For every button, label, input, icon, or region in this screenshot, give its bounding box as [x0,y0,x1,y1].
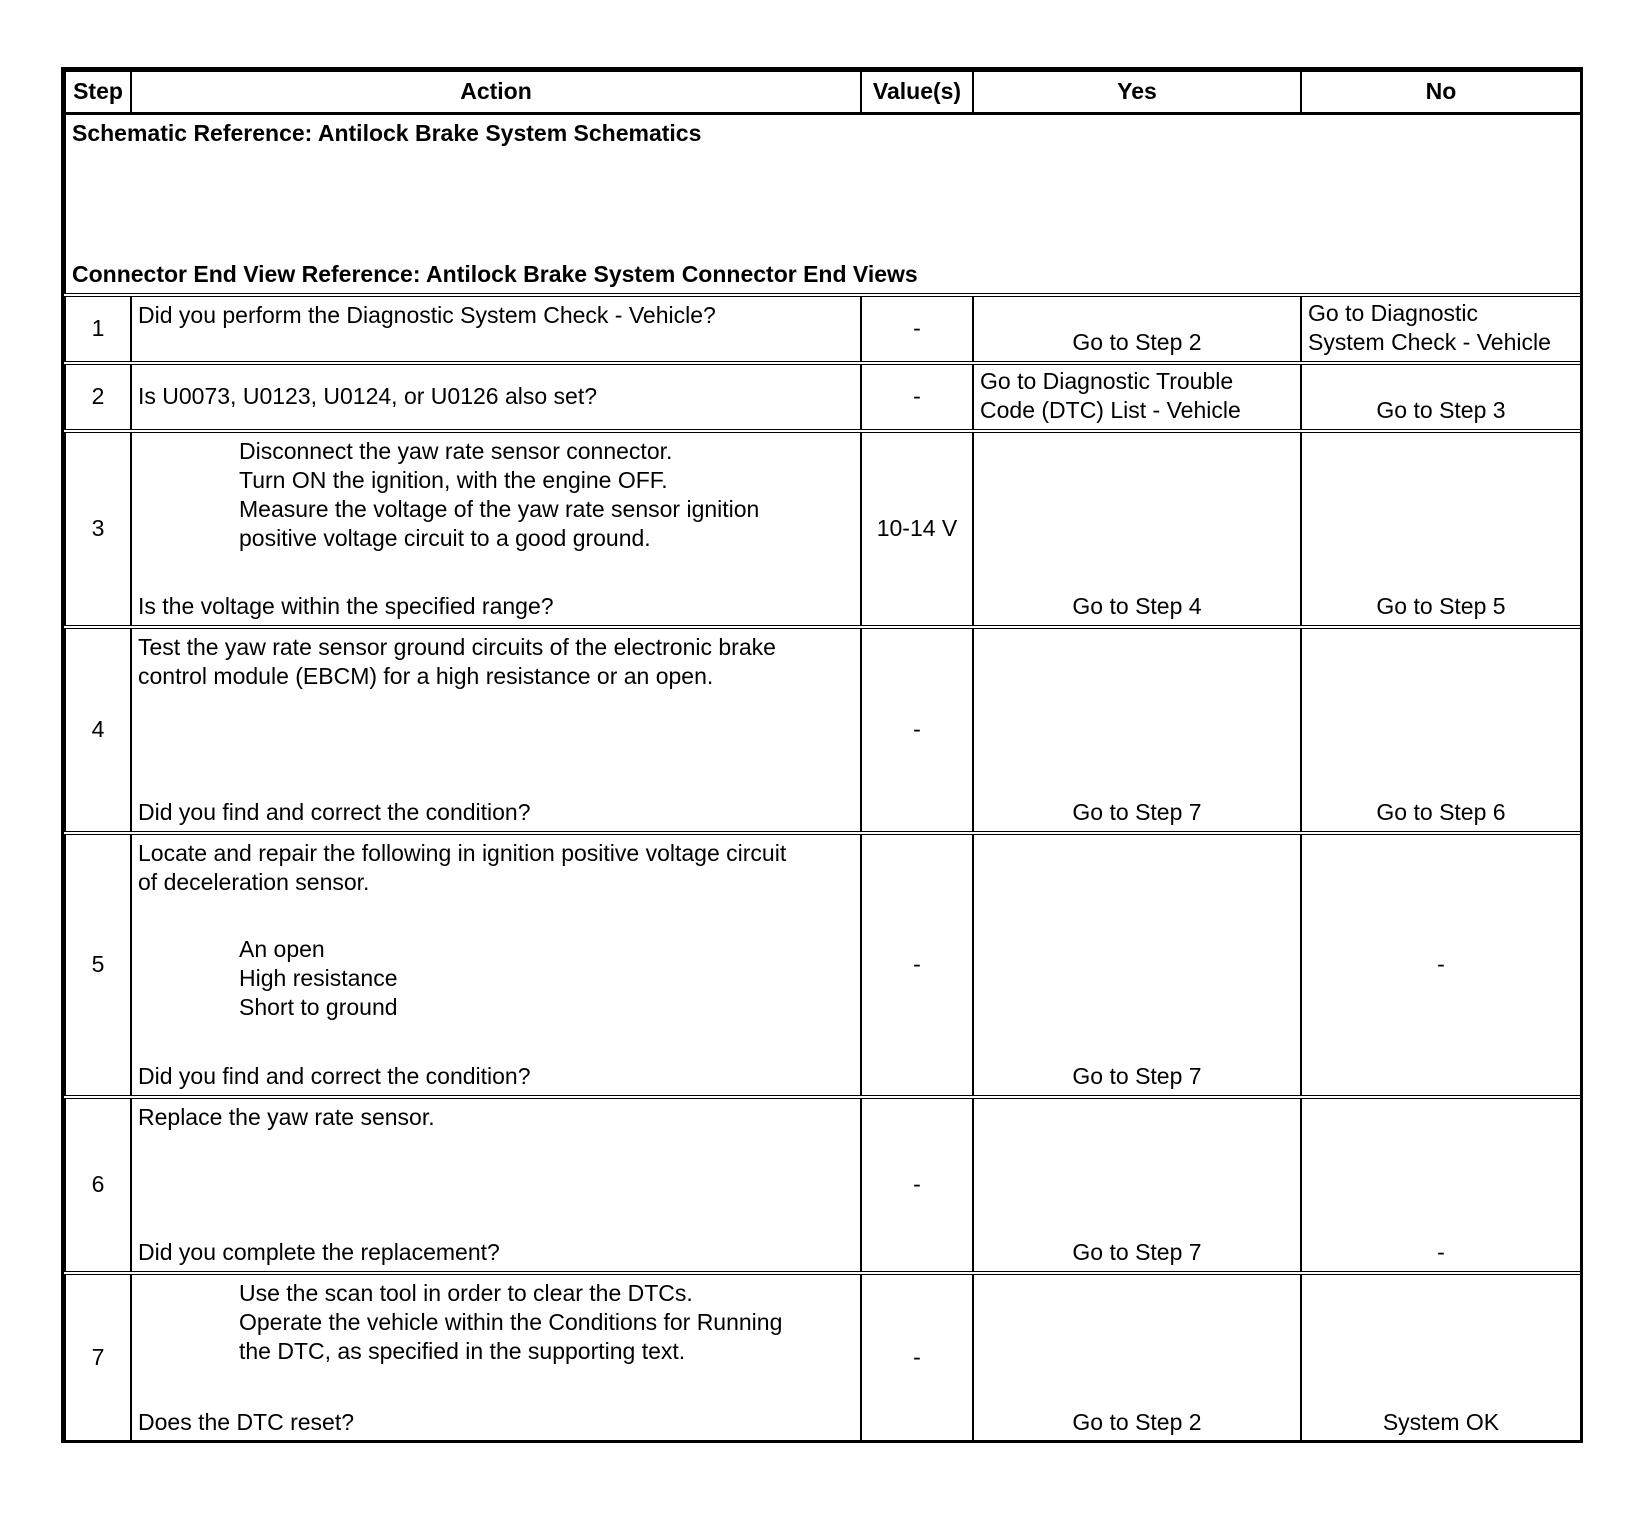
table-row [65,363,1581,431]
diagnostic-table [64,70,1582,1441]
action-substep: Short to ground [239,993,398,1020]
action-substep: the DTC, as specified in the supporting text. [239,1337,686,1364]
no-cell [1301,295,1581,363]
action-line: control module (EBCM) for a high resistance or an open. [138,662,714,689]
action-text: Is U0073, U0123, U0124, or U0126 also set? [131,363,861,431]
table-row [65,1097,1581,1273]
no-line: System Check - Vehicle [1308,328,1551,355]
value-cell: 10-14 V [861,431,973,627]
no-cell: Go to Step 6 [1301,627,1581,833]
value-cell: - [861,833,973,1097]
action-line: Test the yaw rate sensor ground circuits of the electronic brake [138,633,776,660]
yes-cell: Go to Step 7 [973,833,1301,1097]
header-row [65,71,1581,113]
table-row [65,1273,1581,1441]
action-question: Did you find and correct the condition? [138,798,531,825]
action-substep: Disconnect the yaw rate sensor connector. [239,437,673,464]
action-cell [131,431,861,627]
no-cell: Go to Step 5 [1301,431,1581,627]
action-cell [131,1097,861,1273]
action-substep: Operate the vehicle within the Conditions for Running [239,1308,783,1335]
reference-row [65,113,1581,295]
yes-cell: Go to Step 7 [973,1097,1301,1273]
action-cell [131,1273,861,1441]
action-substep: Measure the voltage of the yaw rate sensor ignition [239,495,760,522]
header-yes: Yes [973,71,1301,113]
action-line: Replace the yaw rate sensor. [138,1103,435,1130]
action-text: Did you perform the Diagnostic System Check - Vehicle? [131,295,861,363]
no-cell: - [1301,833,1581,1097]
yes-cell: Go to Step 4 [973,431,1301,627]
action-cell [131,627,861,833]
action-substep: An open [239,935,325,962]
action-substep: Use the scan tool in order to clear the DTCs. [239,1279,693,1306]
value-cell: - [861,363,973,431]
action-substep: Turn ON the ignition, with the engine OFF. [239,466,668,493]
header-values: Value(s) [861,71,973,113]
table-row [65,431,1581,627]
step-number: 3 [65,431,131,627]
header-action: Action [131,71,861,113]
table-row [65,833,1581,1097]
no-cell: System OK [1301,1273,1581,1441]
schematic-reference: Schematic Reference: Antilock Brake System Schematics [72,119,702,146]
step-number: 1 [65,295,131,363]
yes-line: Go to Diagnostic Trouble [980,367,1234,394]
step-number: 5 [65,833,131,1097]
table-row [65,295,1581,363]
no-cell: - [1301,1097,1581,1273]
action-cell [131,833,861,1097]
table-row [65,627,1581,833]
action-line: of deceleration sensor. [138,868,370,895]
step-number: 6 [65,1097,131,1273]
no-line: Go to Diagnostic [1308,299,1479,326]
action-question: Does the DTC reset? [138,1408,355,1435]
yes-cell: Go to Step 2 [973,295,1301,363]
value-cell: - [861,1273,973,1441]
action-line: Locate and repair the following in ignition positive voltage circuit [138,839,787,866]
reference-cell [65,113,1581,295]
action-question: Is the voltage within the specified range? [138,592,554,619]
header-step: Step [65,71,131,113]
header-no: No [1301,71,1581,113]
step-number: 7 [65,1273,131,1441]
value-cell: - [861,1097,973,1273]
value-cell: - [861,627,973,833]
step-number: 4 [65,627,131,833]
value-cell: - [861,295,973,363]
action-question: Did you complete the replacement? [138,1238,500,1265]
step-number: 2 [65,363,131,431]
yes-line: Code (DTC) List - Vehicle [980,396,1241,423]
action-question: Did you find and correct the condition? [138,1062,531,1089]
diagnostic-table-frame [61,67,1583,1443]
yes-cell [973,363,1301,431]
action-substep: positive voltage circuit to a good ground. [239,524,651,551]
no-cell: Go to Step 3 [1301,363,1581,431]
yes-cell: Go to Step 2 [973,1273,1301,1441]
action-substep: High resistance [239,964,398,991]
yes-cell: Go to Step 7 [973,627,1301,833]
connector-reference: Connector End View Reference: Antilock Brake System Connector End Views [72,260,918,287]
